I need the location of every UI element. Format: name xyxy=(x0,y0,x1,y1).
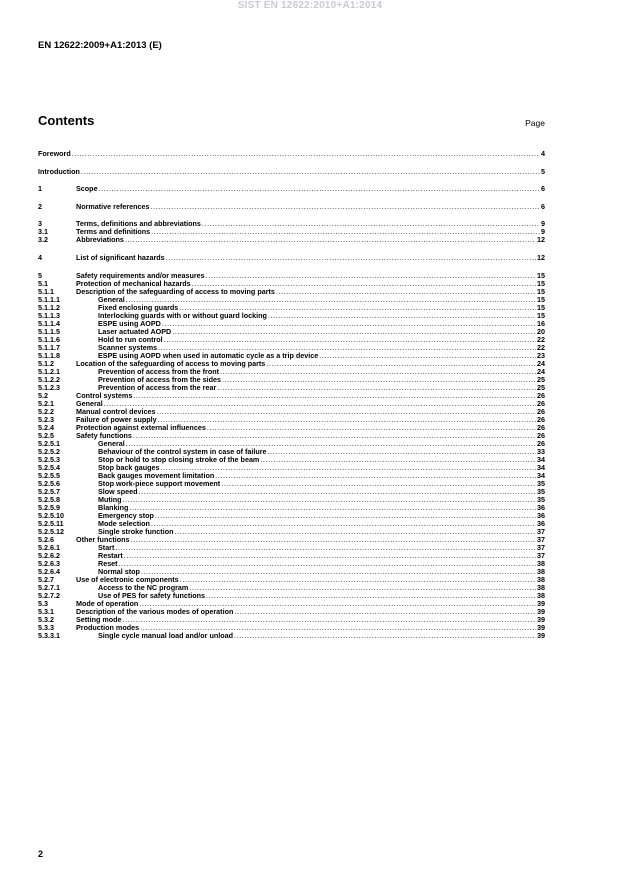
toc-entry-page: 35 xyxy=(537,494,545,504)
toc-entry-title[interactable]: Other functions xyxy=(76,534,130,544)
toc-entry-page: 38 xyxy=(537,574,545,584)
toc-entry-number: 5.2.5 xyxy=(38,430,54,440)
dot-leader xyxy=(266,360,536,368)
toc-entry[interactable] xyxy=(38,150,545,158)
dot-leader xyxy=(124,552,536,560)
dot-leader xyxy=(222,376,536,384)
dot-leader xyxy=(319,352,536,360)
toc-entry-title[interactable]: Muting xyxy=(98,494,122,504)
toc-entry-page: 37 xyxy=(537,534,545,544)
toc-entry-number: 5.1.2 xyxy=(38,358,54,368)
toc-entry-page: 39 xyxy=(537,614,545,624)
toc-entry-page: 26 xyxy=(537,430,545,440)
dot-leader xyxy=(125,236,536,244)
toc-entry-number: 5.1.1.3 xyxy=(38,310,60,320)
toc-entry-page: 26 xyxy=(537,422,545,432)
dot-leader xyxy=(217,384,536,392)
dot-leader xyxy=(156,408,536,416)
toc-entry-title[interactable]: Scope xyxy=(76,184,98,194)
toc-entry-number: 5.1.1.8 xyxy=(38,350,60,360)
dot-leader xyxy=(234,608,536,616)
dot-leader xyxy=(202,220,540,228)
toc-entry-page: 35 xyxy=(537,478,545,488)
toc-entry-title[interactable]: Stop back gauges xyxy=(98,462,160,472)
toc-entry-number: 5.2.5.4 xyxy=(38,462,60,472)
toc-entry-title[interactable]: Location of the safeguarding of access to moving parts xyxy=(76,358,266,368)
toc-entry-page: 39 xyxy=(537,606,545,616)
toc-entry-page: 34 xyxy=(537,470,545,480)
toc-entry-title[interactable]: General xyxy=(98,438,125,448)
dot-leader xyxy=(206,592,536,600)
toc-entry-title[interactable]: Use of PES for safety functions xyxy=(98,590,206,600)
toc-entry-page: 6 xyxy=(541,201,545,211)
toc-entry-title[interactable]: Fixed enclosing guards xyxy=(98,302,179,312)
toc-entry-page: 34 xyxy=(537,462,545,472)
toc-entry-page: 26 xyxy=(537,398,545,408)
dot-leader xyxy=(141,568,536,576)
toc-entry-page: 26 xyxy=(537,414,545,424)
toc-entry-title[interactable]: General xyxy=(98,294,125,304)
table-of-contents xyxy=(38,150,545,640)
toc-entry-number: 5.2.6.2 xyxy=(38,550,60,560)
toc-entry-number: 5.3.3 xyxy=(38,622,54,632)
toc-entry-number: 5.1.2.2 xyxy=(38,374,60,384)
toc-entry-number: 5.1.2.1 xyxy=(38,366,60,376)
toc-entry-number: 4 xyxy=(38,252,42,262)
toc-entry-title[interactable]: Safety functions xyxy=(76,430,132,440)
toc-entry-page: 9 xyxy=(541,227,545,237)
dot-leader xyxy=(166,254,536,262)
toc-entry[interactable] xyxy=(38,632,545,640)
toc-entry-page: 35 xyxy=(537,486,545,496)
toc-entry-title[interactable]: List of significant hazards xyxy=(76,252,165,262)
dot-leader xyxy=(151,203,540,211)
toc-entry-title[interactable]: Back gauges movement limitation xyxy=(98,470,215,480)
toc-entry-number: 5.3.3.1 xyxy=(38,630,60,640)
toc-entry-page: 25 xyxy=(537,382,545,392)
dot-leader xyxy=(180,576,536,584)
toc-entry-number: 5.3.1 xyxy=(38,606,54,616)
toc-entry-page: 39 xyxy=(537,598,545,608)
toc-entry-page: 23 xyxy=(537,350,545,360)
toc-entry-page: 38 xyxy=(537,558,545,568)
toc-entry-title[interactable]: Start xyxy=(98,542,115,552)
toc-entry-number: 5.2.7.2 xyxy=(38,590,60,600)
toc-entry-title[interactable]: Blanking xyxy=(98,502,129,512)
toc-entry-title[interactable]: Laser actuated AOPD xyxy=(98,326,172,336)
toc-entry-title[interactable]: Manual control devices xyxy=(76,406,156,416)
toc-entry-page: 9 xyxy=(541,219,545,229)
toc-entry-page: 26 xyxy=(537,406,545,416)
dot-leader xyxy=(221,480,536,488)
toc-entry[interactable] xyxy=(38,236,545,244)
toc-entry-number: 5.2.6 xyxy=(38,534,54,544)
toc-entry-title[interactable]: ESPE using AOPD xyxy=(98,318,161,328)
dot-leader xyxy=(104,400,536,408)
toc-entry-title[interactable]: Description of the various modes of operation xyxy=(76,606,234,616)
toc-entry-title[interactable]: Single stroke function xyxy=(98,526,174,536)
document-id: EN 12622:2009+A1:2013 (E) xyxy=(38,40,162,51)
toc-entry-title[interactable]: Behaviour of the control system in case of failure xyxy=(98,446,267,456)
toc-entry-number: 5.2.6.4 xyxy=(38,566,60,576)
dot-leader xyxy=(162,320,536,328)
toc-entry-page: 36 xyxy=(537,510,545,520)
toc-entry-title[interactable]: Introduction xyxy=(38,166,80,176)
toc-entry-number: 5.2.7.1 xyxy=(38,582,60,592)
toc-entry-page: 22 xyxy=(537,334,545,344)
dot-leader xyxy=(151,228,540,236)
dot-leader xyxy=(123,496,536,504)
dot-leader xyxy=(119,560,536,568)
toc-entry-page: 38 xyxy=(537,566,545,576)
toc-entry-title[interactable]: Setting mode xyxy=(76,614,122,624)
toc-entry-number: 5.1.1.4 xyxy=(38,318,60,328)
toc-entry-page: 38 xyxy=(537,590,545,600)
toc-entry-page: 6 xyxy=(541,184,545,194)
toc-entry-page: 15 xyxy=(537,278,545,288)
toc-entry-title[interactable]: Hold to run control xyxy=(98,334,163,344)
dot-leader xyxy=(234,632,536,640)
toc-entry-number: 5.2.5.11 xyxy=(38,518,64,528)
toc-entry-number: 5.2.6.3 xyxy=(38,558,60,568)
toc-entry-page: 12 xyxy=(537,235,545,245)
dot-leader xyxy=(161,464,536,472)
dot-leader xyxy=(126,296,536,304)
toc-entry-title[interactable]: Mode selection xyxy=(98,518,150,528)
dot-leader xyxy=(220,368,536,376)
toc-entry-page: 25 xyxy=(537,374,545,384)
toc-entry-number: 5.2.5.1 xyxy=(38,438,60,448)
toc-entry-number: 3 xyxy=(38,219,42,229)
dot-leader xyxy=(164,336,536,344)
dot-leader xyxy=(99,185,540,193)
toc-entry-number: 5.2.4 xyxy=(38,422,54,432)
toc-entry-page: 12 xyxy=(537,252,545,262)
dot-leader xyxy=(72,150,540,158)
toc-entry-number: 5.2.5.10 xyxy=(38,510,64,520)
dot-leader xyxy=(172,328,536,336)
toc-entry[interactable] xyxy=(38,185,545,193)
toc-entry-title[interactable]: Reset xyxy=(98,558,118,568)
dot-leader xyxy=(174,528,536,536)
dot-leader xyxy=(276,288,536,296)
toc-entry-number: 5.2.5.5 xyxy=(38,470,60,480)
dot-leader xyxy=(158,416,536,424)
dot-leader xyxy=(139,488,536,496)
toc-entry-title[interactable]: Description of the safeguarding of access to moving parts xyxy=(76,286,275,296)
dot-leader xyxy=(189,584,536,592)
toc-entry-page: 15 xyxy=(537,310,545,320)
watermark: SIST EN 12622:2010+A1:2014 xyxy=(237,0,383,11)
dot-leader xyxy=(123,616,536,624)
toc-entry-page: 4 xyxy=(541,149,545,158)
toc-entry[interactable] xyxy=(38,168,545,176)
toc-entry-title[interactable]: Restart xyxy=(98,550,123,560)
toc-entry-title[interactable]: Prevention of access from the front xyxy=(98,366,220,376)
toc-entry-number: 5.2.1 xyxy=(38,398,54,408)
toc-entry-page: 36 xyxy=(537,502,545,512)
toc-entry-number: 5 xyxy=(38,270,42,280)
toc-entry-title[interactable]: Single cycle manual load and/or unload xyxy=(98,630,233,640)
dot-leader xyxy=(215,472,536,480)
toc-entry-number: 5.2.5.7 xyxy=(38,486,60,496)
toc-entry-number: 5.2.7 xyxy=(38,574,54,584)
toc-entry-page: 15 xyxy=(537,294,545,304)
toc-entry-page: 22 xyxy=(537,342,545,352)
toc-entry-page: 26 xyxy=(537,390,545,400)
toc-entry-title[interactable]: Production modes xyxy=(76,622,140,632)
toc-entry-title[interactable]: Terms, definitions and abbreviations xyxy=(76,219,201,229)
toc-entry-title[interactable]: General xyxy=(76,398,103,408)
toc-entry-number: 5.1.1.2 xyxy=(38,302,60,312)
dot-leader xyxy=(155,512,536,520)
toc-entry-page: 16 xyxy=(537,318,545,328)
toc-entry-title[interactable]: Emergency stop xyxy=(98,510,154,520)
toc-entry-number: 5.1.1.1 xyxy=(38,294,60,304)
toc-entry-number: 5.3 xyxy=(38,598,48,608)
toc-entry-title[interactable]: Failure of power supply xyxy=(76,414,157,424)
toc-entry-page: 24 xyxy=(537,358,545,368)
toc-entry[interactable] xyxy=(38,536,545,544)
toc-entry-number: 5.2.5.3 xyxy=(38,454,60,464)
toc-entry-title[interactable]: Control systems xyxy=(76,390,133,400)
toc-entry-page: 20 xyxy=(537,326,545,336)
toc-entry-number: 5.2.6.1 xyxy=(38,542,60,552)
toc-entry-number: 5.3.2 xyxy=(38,614,54,624)
toc-entry[interactable] xyxy=(38,392,545,400)
toc-entry-page: 37 xyxy=(537,526,545,536)
toc-entry-number: 5.2.2 xyxy=(38,406,54,416)
dot-leader xyxy=(151,520,536,528)
toc-entry-title[interactable]: Terms and definitions xyxy=(76,227,151,237)
toc-entry-number: 5.2.3 xyxy=(38,414,54,424)
toc-entry-page: 26 xyxy=(537,438,545,448)
dot-leader xyxy=(129,504,536,512)
toc-entry-title[interactable]: Normal stop xyxy=(98,566,140,576)
dot-leader xyxy=(133,432,536,440)
toc-entry-page: 36 xyxy=(537,518,545,528)
toc-entry-number: 3.1 xyxy=(38,227,48,237)
toc-entry-title[interactable]: Prevention of access from the sides xyxy=(98,374,222,384)
dot-leader xyxy=(115,544,536,552)
toc-entry-page: 15 xyxy=(537,302,545,312)
toc-entry-number: 1 xyxy=(38,184,42,194)
toc-entry-title[interactable]: Foreword xyxy=(38,149,71,158)
toc-entry-title[interactable]: Abbreviations xyxy=(76,235,124,245)
dot-leader xyxy=(268,312,536,320)
toc-entry-title[interactable]: Mode of operation xyxy=(76,598,139,608)
toc-entry-title[interactable]: Stop work-piece support movement xyxy=(98,478,221,488)
toc-entry-number: 5.2.5.12 xyxy=(38,526,64,536)
page-column-label: Page xyxy=(525,118,545,128)
toc-entry-title[interactable]: Prevention of access from the rear xyxy=(98,382,217,392)
toc-entry-number: 2 xyxy=(38,201,42,211)
dot-leader xyxy=(131,536,536,544)
toc-entry-title[interactable]: Interlocking guards with or without guard locking xyxy=(98,310,267,320)
toc-entry-title[interactable]: Protection against external influences xyxy=(76,422,206,432)
toc-entry-page: 5 xyxy=(541,166,545,176)
toc-entry-title[interactable]: Safety requirements and/or measures xyxy=(76,270,205,280)
toc-entry-number: 5.1.1 xyxy=(38,286,54,296)
toc-entry[interactable] xyxy=(38,203,545,211)
toc-entry-number: 5.2.5.8 xyxy=(38,494,60,504)
toc-entry-number: 5.1.1.7 xyxy=(38,342,60,352)
toc-entry-page: 33 xyxy=(537,446,545,456)
toc-entry-number: 3.2 xyxy=(38,235,48,245)
toc-entry-number: 5.2.5.2 xyxy=(38,446,60,456)
toc-entry-title[interactable]: Normative references xyxy=(76,201,150,211)
toc-entry-title[interactable]: Protection of mechanical hazards xyxy=(76,278,191,288)
dot-leader xyxy=(260,456,536,464)
toc-entry-number: 5.2 xyxy=(38,390,48,400)
toc-entry-number: 5.2.5.9 xyxy=(38,502,60,512)
toc-entry-title[interactable]: Scanner systems xyxy=(98,342,158,352)
toc-entry-page: 38 xyxy=(537,582,545,592)
dot-leader xyxy=(268,448,536,456)
toc-entry-number: 5.1 xyxy=(38,278,48,288)
dot-leader xyxy=(81,168,540,176)
toc-entry-page: 39 xyxy=(537,622,545,632)
page-title: Contents xyxy=(38,113,95,128)
toc-entry-title[interactable]: ESPE using AOPD when used in automatic cycle as a trip device xyxy=(98,350,319,360)
toc-entry-number: 5.2.5.6 xyxy=(38,478,60,488)
toc-entry[interactable] xyxy=(38,254,545,262)
dot-leader xyxy=(207,424,536,432)
toc-entry-page: 34 xyxy=(537,454,545,464)
toc-entry-title[interactable]: Access to the NC program xyxy=(98,582,189,592)
toc-entry-page: 37 xyxy=(537,550,545,560)
page-number: 2 xyxy=(38,849,44,859)
toc-entry-title[interactable]: Use of electronic components xyxy=(76,574,179,584)
toc-entry-page: 37 xyxy=(537,542,545,552)
toc-entry-title[interactable]: Stop or hold to stop closing stroke of the beam xyxy=(98,454,260,464)
toc-entry-page: 15 xyxy=(537,270,545,280)
toc-entry-number: 5.1.1.5 xyxy=(38,326,60,336)
toc-entry-page: 15 xyxy=(537,286,545,296)
dot-leader xyxy=(133,392,536,400)
dot-leader xyxy=(206,272,536,280)
toc-entry-number: 5.1.1.6 xyxy=(38,334,60,344)
toc-entry-page: 39 xyxy=(537,630,545,640)
toc-entry-number: 5.1.2.3 xyxy=(38,382,60,392)
toc-entry-page: 24 xyxy=(537,366,545,376)
toc-entry-title[interactable]: Slow speed xyxy=(98,486,138,496)
